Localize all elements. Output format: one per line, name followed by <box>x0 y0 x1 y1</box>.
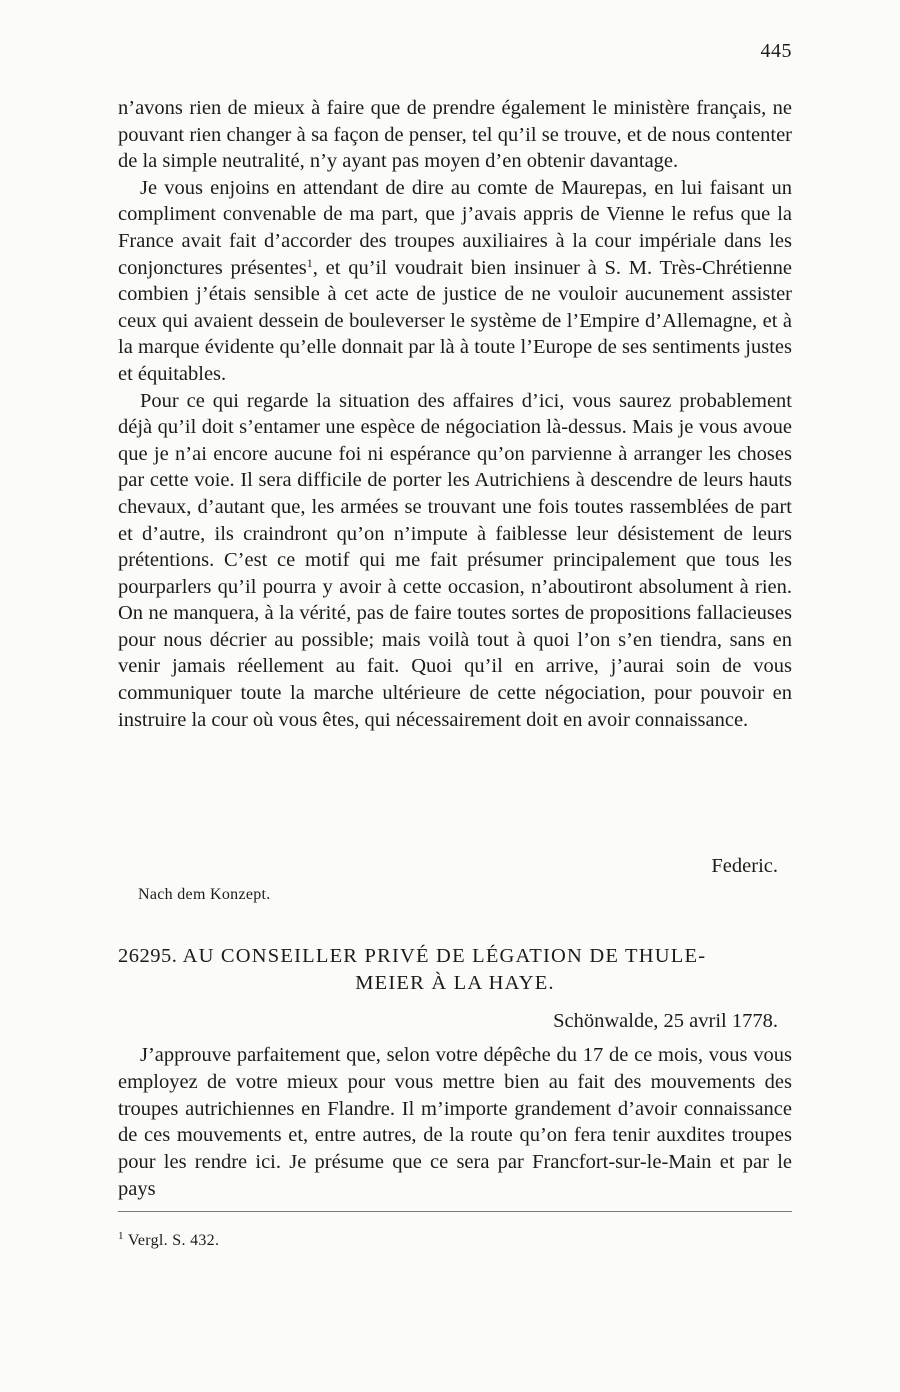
footnote-marker: 1 <box>118 1230 124 1242</box>
footnote-reference: 1 <box>306 255 313 270</box>
letter-body <box>118 95 792 733</box>
signature: Federic. <box>711 855 778 877</box>
footnote-text: Vergl. S. 432. <box>127 1232 220 1249</box>
letter-heading <box>118 943 792 997</box>
page-number: 445 <box>760 40 792 62</box>
heading-line-2: MEIER À LA HAYE. <box>355 972 555 994</box>
letter-body <box>118 1042 792 1203</box>
paragraph <box>118 175 792 388</box>
dateline: Schönwalde, 25 avril 1778. <box>553 1010 778 1032</box>
footnote <box>118 1232 219 1250</box>
paragraph: n’avons rien de mieux à faire que de prendre également le ministère français, ne pouvant rien changer à sa façon de penser, tel qu’il se trouve, et de nous contenter de la simple neutralité, n’y ayant pas moyen d’en obtenir davantage. <box>118 97 792 173</box>
paragraph: Pour ce qui regarde la situation des affaires d’ici, vous saurez probablement déjà qu’il doit s’entamer une espèce de négociation là-dessus. Mais je vous avoue que je n’ai encore aucune foi ni espérance qu’on parvienne à arranger les choses par cette voie. Il sera difficile de porter les Autrichiens à descendre de leurs hauts chevaux, d’autant que, les armées se trouvant une fois toutes rassemblées de part et d’autre, ils craindront qu’on n’impute à faiblesse leur désistement de leurs prétentions. C’est ce motif qui me fait présumer principalement que tous les pourparlers qu’il pourra y avoir à cette occasion, n’aboutiront absolument à rien. On ne manquera, à la vérité, pas de faire toutes sortes de propositions fallacieuses pour nous décrier au possible; mais voilà tout à quoi l’on s’en tiendra, sans en venir jamais réellement au fait. Quoi qu’il en arrive, j’aurai soin de vous communiquer toute la marche ultérieure de cette négociation, pour pouvoir en instruire la cour où vous êtes, qui nécessairement doit en avoir connaissance. <box>118 389 792 731</box>
heading-line-1: AU CONSEILLER PRIVÉ DE LÉGATION DE THULE- <box>182 945 707 967</box>
letter-number: 26295. <box>118 945 178 967</box>
footnote-divider <box>118 1211 792 1212</box>
paragraph-text: Je vous enjoins en attendant de dire au comte de Maurepas, en lui faisant un compliment convenable de ma part, que j’avais appris de Vienne le refus que la France avait fait d’accorder des troupes auxiliaires à la cour impériale dans les conjonctures présentes <box>118 176 792 279</box>
paragraph-text: , et qu’il voudrait bien insinuer à S. M. Très-Chrétienne combien j’étais sensible à cet acte de justice de ne vouloir aucunement assister ceux qui avaient dessein de bouleverser le système de l’Empire d’Allemagne, et à la marque évidente qu’elle donnait par là à toute l’Europe de ses sentiments justes et équitables. <box>118 256 792 385</box>
paragraph: J’approuve parfaitement que, selon votre dépêche du 17 de ce mois, vous vous employez de votre mieux pour vous mettre bien au fait des mouvements des troupes autrichiennes en Flandre. Il m’importe grandement d’avoir connaissance de ces mouvements et, entre autres, de la route qu’on fera tenir auxdites troupes pour les rendre ici. Je présume que ce sera par Francfort-sur-le-Main et par le pays <box>118 1044 792 1200</box>
source-note: Nach dem Konzept. <box>138 886 271 903</box>
